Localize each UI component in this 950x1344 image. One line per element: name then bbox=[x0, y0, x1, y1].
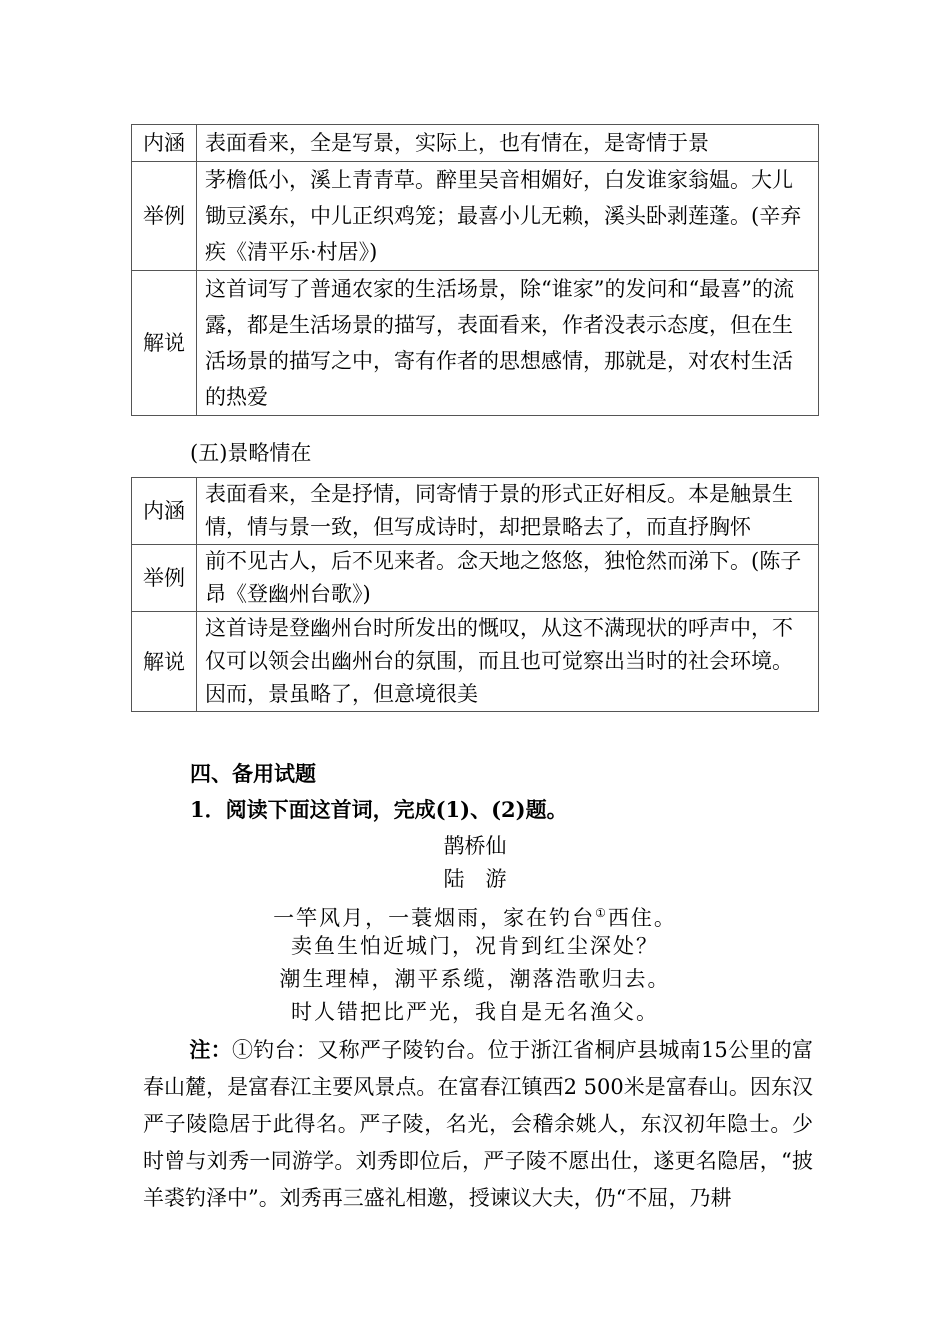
table-row bbox=[132, 545, 819, 612]
row-label: 内涵 bbox=[132, 125, 197, 162]
poem-line bbox=[0, 898, 950, 933]
table-ji-qing-yu-jing bbox=[131, 124, 819, 416]
section-heading: (五)景略情在 bbox=[190, 441, 312, 465]
poem-author: 陆 游 bbox=[443, 867, 507, 891]
row-label: 解说 bbox=[132, 612, 197, 712]
note-text: ①钓台：又称严子陵钓台。位于浙江省桐庐县城南15公里的富春山麓，是富春江主要风景点。在富春江镇西2 500米是富春山。因东汉严子陵隐居于此得名。严子陵，名光，会稽余姚人，东汉初年隐士。少时曾与刘秀一同游学。刘秀即位后，严子陵不愿出仕，遂更名隐居，“披羊裘钓泽中”。刘秀再三盛礼相邀，授谏议大夫，仍“不屈，乃耕 bbox=[143, 1038, 813, 1210]
row-text: 表面看来，全是抒情，同寄情于景的形式正好相反。本是触景生情，情与景一致，但写成诗时，却把景略去了，而直抒胸怀 bbox=[197, 478, 819, 545]
table-jing-lue-qing-zai bbox=[131, 477, 819, 712]
poem-line-text: 一竿风月，一蓑烟雨，家在钓台 bbox=[273, 906, 596, 930]
section-heading: 四、备用试题 bbox=[190, 761, 316, 786]
footnote-marker: ① bbox=[595, 906, 608, 920]
poem-line-text: 西住。 bbox=[607, 906, 677, 930]
row-label: 举例 bbox=[132, 545, 197, 612]
question-prompt: 1．阅读下面这首词，完成(1)、(2)题。 bbox=[190, 797, 568, 822]
row-text: 表面看来，全是写景，实际上，也有情在，是寄情于景 bbox=[197, 125, 819, 162]
table-row bbox=[132, 612, 819, 712]
row-text: 茅檐低小，溪上青青草。醉里吴音相媚好，白发谁家翁媪。大儿锄豆溪东，中儿正织鸡笼；最喜小儿无赖，溪头卧剥莲蓬。(辛弃疾《清平乐·村居》) bbox=[197, 162, 819, 271]
table-row bbox=[132, 125, 819, 162]
row-label: 举例 bbox=[132, 162, 197, 271]
poem-line: 潮生理棹，潮平系缆，潮落浩歌归去。 bbox=[279, 967, 671, 991]
poem-line: 卖鱼生怕近城门，况肯到红尘深处？ bbox=[291, 934, 659, 958]
row-label: 解说 bbox=[132, 271, 197, 416]
row-text: 这首词写了普通农家的生活场景，除“谁家”的发问和“最喜”的流露，都是生活场景的描写，表面看来，作者没表示态度，但在生活场景的描写之中，寄有作者的思想感情，那就是，对农村生活的热爱 bbox=[197, 271, 819, 416]
table-row bbox=[132, 271, 819, 416]
table-row bbox=[132, 478, 819, 545]
row-text: 前不见古人，后不见来者。念天地之悠悠，独怆然而涕下。(陈子昂《登幽州台歌》) bbox=[197, 545, 819, 612]
footnote bbox=[143, 1031, 813, 1217]
table-row bbox=[132, 162, 819, 271]
poem-title: 鹊桥仙 bbox=[443, 834, 507, 858]
note-label: 注： bbox=[189, 1037, 232, 1062]
poem-line: 时人错把比严光，我自是无名渔父。 bbox=[291, 1000, 659, 1024]
row-label: 内涵 bbox=[132, 478, 197, 545]
row-text: 这首诗是登幽州台时所发出的慨叹，从这不满现状的呼声中，不仅可以领会出幽州台的氛围，而且也可觉察出当时的社会环境。因而，景虽略了，但意境很美 bbox=[197, 612, 819, 712]
